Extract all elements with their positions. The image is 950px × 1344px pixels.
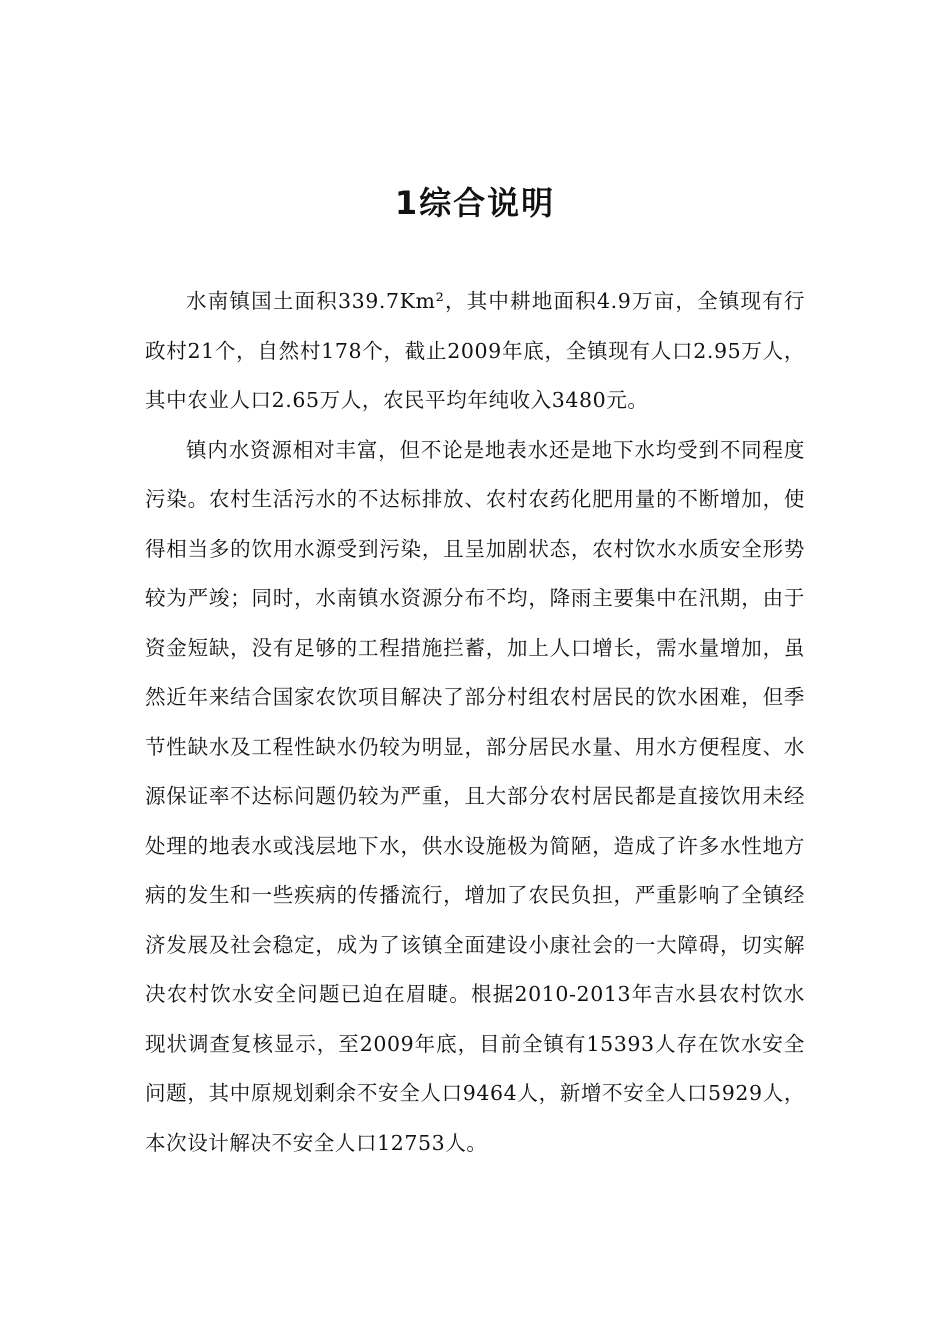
document-body bbox=[145, 277, 805, 1168]
paragraph-water-resources: 镇内水资源相对丰富，但不论是地表水还是地下水均受到不同程度污染。农村生活污水的不达标排放、农村农药化肥用量的不断增加，使得相当多的饮用水源受到污染，且呈加剧状态，农村饮水水质安全形势较为严竣；同时，水南镇水资源分布不均，降雨主要集中在汛期，由于资金短缺，没有足够的工程措施拦蓄，加上人口增长，需水量增加，虽然近年来结合国家农饮项目解决了部分村组农村居民的饮水困难，但季节性缺水及工程性缺水仍较为明显，部分居民水量、用水方便程度、水源保证率不达标问题仍较为严重，且大部分农村居民都是直接饮用未经处理的地表水或浅层地下水，供水设施极为简陋，造成了许多水性地方病的发生和一些疾病的传播流行，增加了农民负担，严重影响了全镇经济发展及社会稳定，成为了该镇全面建设小康社会的一大障碍，切实解决农村饮水安全问题已迫在眉睫。根据2010-2013年吉水县农村饮水现状调查复核显示，至2009年底，目前全镇有15393人存在饮水安全问题，其中原规划剩余不安全人口9464人，新增不安全人口5929人，本次设计解决不安全人口12753人。 bbox=[145, 437, 805, 1155]
paragraph-overview: 水南镇国土面积339.7Km²，其中耕地面积4.9万亩，全镇现有行政村21个，自然村178个，截止2009年底，全镇现有人口2.95万人，其中农业人口2.65万人，农民平均年纯收入3480元。 bbox=[145, 289, 805, 412]
page-title: 1综合说明 bbox=[394, 184, 556, 222]
